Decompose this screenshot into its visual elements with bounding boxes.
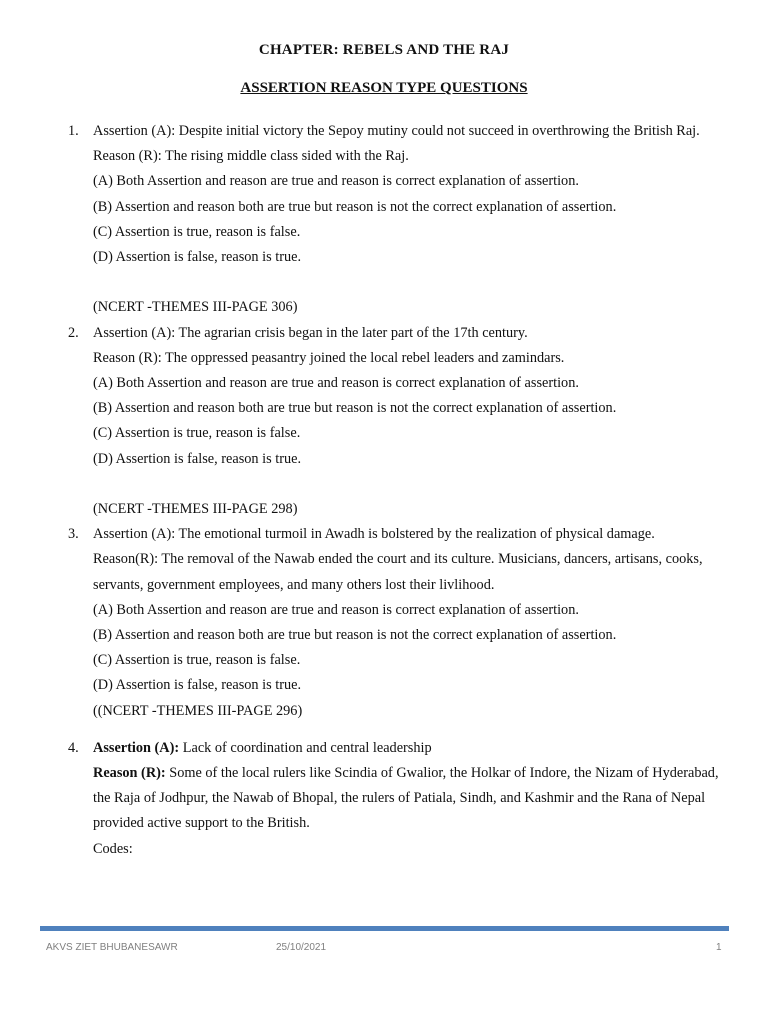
footer-institution: AKVS ZIET BHUBANESAWR (46, 942, 178, 953)
reason-label: Reason (R): (93, 765, 166, 782)
question-list (68, 119, 728, 862)
option-a: (A) Both Assertion and reason are true and reason is correct explanation of assertion. (93, 173, 579, 190)
question-number: 4. (68, 739, 79, 756)
reason-body: Some of the local rulers like Scindia of Gwalior, the Holkar of Indore, the Nizam of Hyderabad, the Raja of Jodhpur, the Nawab of Bhopal, the rulers of Patiala, Sindh, and Kashmir and the Rana of Nepal provided active support to the British. (93, 765, 719, 832)
assertion-body: Lack of coordination and central leadership (179, 739, 432, 756)
reason-text (93, 761, 728, 837)
assertion-text: Assertion (A): The emotional turmoil in Awadh is bolstered by the realization of physical damage. (93, 526, 655, 543)
page-number: 1 (716, 942, 722, 953)
question-number: 2. (68, 324, 79, 341)
reason-text: Reason(R): The removal of the Nawab ended the court and its culture. Musicians, dancers, artisans, cooks, servants, government employees, and many others lost their livlihood. (93, 551, 703, 593)
section-subtitle: ASSERTION REASON TYPE QUESTIONS (240, 80, 528, 96)
option-d: (D) Assertion is false, reason is true. (93, 450, 302, 467)
footer-divider (40, 926, 729, 931)
question-number: 1. (68, 123, 79, 139)
question-4 (68, 736, 728, 862)
question-number: 3. (68, 526, 79, 543)
option-c: (C) Assertion is true, reason is false. (93, 425, 301, 442)
source-reference: (NCERT -THEMES III-PAGE 298) (93, 501, 298, 518)
option-d: (D) Assertion is false, reason is true. (93, 249, 302, 266)
source-reference: ((NCERT -THEMES III-PAGE 296) (93, 702, 303, 719)
option-b: (B) Assertion and reason both are true but reason is not the correct explanation of assertion. (93, 627, 617, 644)
option-d: (D) Assertion is false, reason is true. (93, 677, 302, 694)
assertion-text: Assertion (A): The agrarian crisis began in the later part of the 17th century. (93, 324, 528, 341)
reason-text: Reason (R): The oppressed peasantry joined the local rebel leaders and zamindars. (93, 349, 565, 366)
option-b: (B) Assertion and reason both are true but reason is not the correct explanation of assertion. (93, 400, 617, 417)
option-b: (B) Assertion and reason both are true but reason is not the correct explanation of assertion. (93, 198, 617, 215)
assertion-text: Assertion (A): Despite initial victory the Sepoy mutiny could not succeed in overthrowing the British Raj. (93, 123, 700, 139)
question-3 (68, 522, 728, 724)
question-1 (68, 119, 728, 321)
option-c: (C) Assertion is true, reason is false. (93, 223, 301, 240)
option-a: (A) Both Assertion and reason are true and reason is correct explanation of assertion. (93, 601, 579, 618)
question-2 (68, 321, 728, 523)
codes-label: Codes: (93, 840, 133, 857)
footer-date: 25/10/2021 (276, 942, 327, 953)
chapter-title: CHAPTER: REBELS AND THE RAJ (258, 42, 510, 58)
option-c: (C) Assertion is true, reason is false. (93, 652, 301, 669)
assertion-text (93, 736, 728, 761)
source-reference: (NCERT -THEMES III-PAGE 306) (93, 299, 298, 316)
reason-text: Reason (R): The rising middle class sided with the Raj. (93, 148, 409, 165)
assertion-label: Assertion (A): (93, 739, 180, 756)
option-a: (A) Both Assertion and reason are true and reason is correct explanation of assertion. (93, 375, 579, 392)
